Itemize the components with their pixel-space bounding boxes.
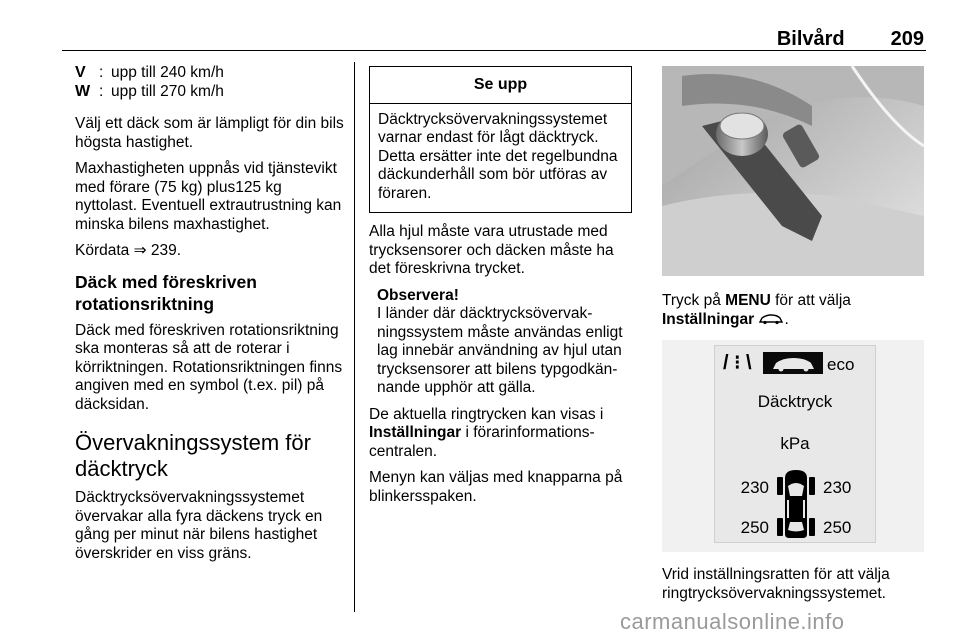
menu-button-label: MENU — [725, 292, 771, 309]
warning-text: Däcktrycksövervakningssystemet varnar endast för lågt däcktryck. Detta ersätter inte det regelbundna däckunderhåll som bör utföras av föraren. — [378, 110, 618, 202]
section-heading: Övervakningssystem för däcktryck — [75, 430, 311, 481]
speed-code: V — [75, 64, 86, 81]
section-title: Bilvård — [776, 28, 845, 50]
paragraph: Alla hjul måste vara utrustade med trycksensorer och däcken måste ha det föreskrivna trycket. — [369, 223, 614, 277]
watermark: carmanualsonline.info — [620, 609, 845, 634]
note-box — [369, 287, 632, 398]
warning-title: Se upp — [370, 67, 631, 104]
car-icon — [758, 313, 784, 325]
pressure-rear-left: 250 — [740, 518, 769, 537]
paragraph: Menyn kan väljas med knapparna på blinkersspaken. — [369, 469, 623, 505]
note-text: I länder där däcktrycksövervakningssystem måste användas enligt lag innebär användning av hjul utan trycksensorer att bilens typgodkännande upphör att gälla. — [377, 305, 623, 396]
paragraph: De aktuella ringtrycken kan visas i Inställningar i förarinformationscentralen. — [369, 405, 604, 460]
stalk-photo — [662, 66, 924, 276]
car-top-view-icon — [777, 470, 815, 538]
paragraph: Välj ett däck som är lämpligt för din bils högsta hastighet. — [75, 115, 344, 151]
menu-instruction: Tryck på MENU för att välja Inställningar . — [662, 292, 851, 328]
pressure-front-right: 230 — [823, 478, 852, 497]
paragraph: Däck med föreskriven rotationsriktning ska monteras så att de roterar i körriktningen. Rotationsriktningen finns angiven med en symbol (t.ex. pil) på däcksidan. — [75, 321, 343, 413]
note-title: Observera! — [377, 286, 459, 304]
caption: Vrid inställningsratten för att välja ringtrycksövervakningssystemet. — [662, 566, 890, 602]
speed-row: W : upp till 270 km/h — [75, 82, 224, 100]
eco-label: eco — [827, 355, 855, 374]
paragraph: Maxhastigheten uppnås vid tjänstevikt med förare (75 kg) plus125 kg nyttolast. Eventuell extrautrustning kan minska bilens maxhastighet. — [75, 160, 342, 233]
page-number: 209 — [890, 28, 924, 50]
speed-row: V : upp till 240 km/h — [75, 64, 224, 81]
photo-illustration — [662, 66, 924, 276]
pressure-rear-right: 250 — [823, 518, 852, 537]
pressure-unit: kPa — [780, 434, 810, 453]
column-divider — [354, 62, 355, 612]
subheading: Däck med föreskriven rotationsriktning — [75, 271, 257, 314]
road-icon: / ⁝ \ — [723, 352, 752, 374]
speed-text: upp till 240 km/h — [111, 64, 224, 81]
pressure-front-left: 230 — [740, 478, 769, 497]
speed-code: W — [75, 82, 91, 100]
header-rule — [62, 50, 926, 51]
paragraph: Kördata ⇒ 239. — [75, 242, 182, 259]
warning-box — [369, 66, 632, 213]
left-column — [75, 64, 345, 571]
settings-label: Inställningar — [662, 310, 755, 328]
speed-text: upp till 270 km/h — [111, 82, 224, 100]
middle-column — [369, 66, 632, 514]
page-header — [777, 28, 924, 51]
info-display — [714, 345, 876, 543]
display-graphic — [715, 346, 875, 542]
paragraph: Däcktrycksövervakningssystemet övervakar alla fyra däckens tryck en gång per minut när bilens hastighet överskrider en viss gräns. — [75, 489, 323, 562]
display-title: Däcktryck — [757, 392, 833, 411]
